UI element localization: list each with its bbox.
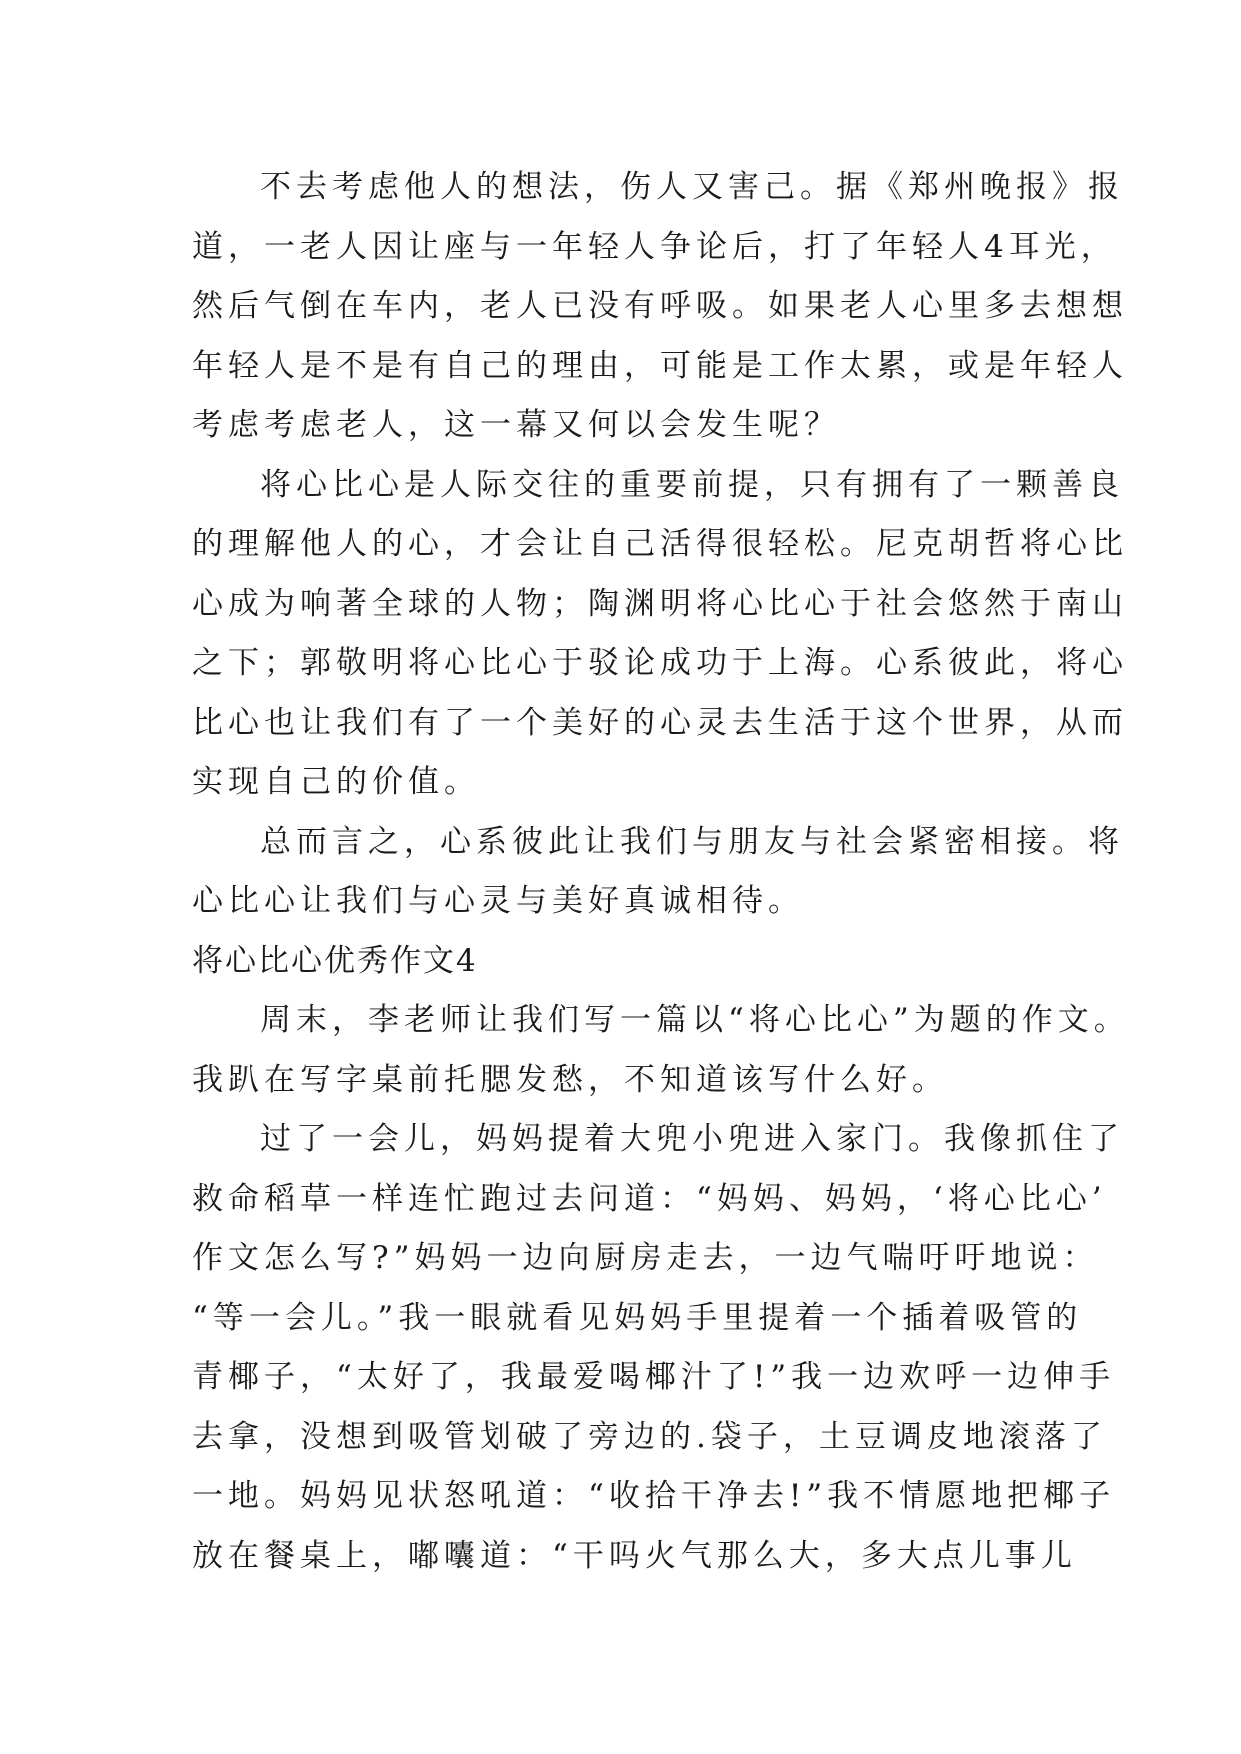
text-line: 去拿，没想到吸管划破了旁边的.袋子，土豆调皮地滚落了	[192, 1418, 1107, 1455]
text-line: 考虑考虑老人，这一幕又何以会发生呢？	[192, 407, 840, 443]
section-heading: 将心比心优秀作文4	[192, 942, 478, 979]
text-line: 将心比心是人际交往的重要前提，只有拥有了一颗善良	[260, 466, 1124, 503]
text-line: 放在餐桌上，嘟囔道：“干吗火气那么大，多大点儿事儿	[192, 1537, 1077, 1574]
text-line: 比心也让我们有了一个美好的心灵去生活于这个世界，从而	[192, 704, 1128, 741]
text-line: 作文怎么写?”妈妈一边向厨房走去，一边气喘吁吁地说：	[192, 1240, 1099, 1276]
text-line: 一地。妈妈见状怒吼道：“收拾干净去!”我不情愿地把椰子	[192, 1478, 1116, 1514]
text-line: 实现自己的价值。	[192, 764, 480, 800]
text-line: 我趴在写字桌前托腮发愁，不知道该写什么好。	[192, 1061, 948, 1098]
text-line: 道，一老人因让座与一年轻人争论后，打了年轻人4耳光，	[192, 228, 1117, 265]
text-line: 过了一会儿，妈妈提着大兜小兜进入家门。我像抓住了	[260, 1121, 1124, 1157]
document-page	[192, 158, 1130, 1586]
text-line: 之下；郭敬明将心比心于驳论成功于上海。心系彼此，将心	[192, 645, 1128, 681]
paragraph	[192, 456, 1128, 813]
text-line: 青椰子，“太好了，我最爱喝椰汁了!”我一边欢呼一边伸手	[192, 1359, 1116, 1395]
text-line: 不去考虑他人的想法，伤人又害己。据《郑州晚报》报	[260, 169, 1124, 205]
paragraph	[192, 813, 1124, 932]
text-line: 然后气倒在车内，老人已没有呼吸。如果老人心里多去想想	[192, 288, 1128, 324]
text-line: 救命稻草一样连忙跑过去问道：“妈妈、妈妈，‘将心比心’	[192, 1180, 1107, 1217]
paragraph	[192, 1110, 1124, 1586]
text-line: 总而言之，心系彼此让我们与朋友与社会紧密相接。将	[260, 823, 1124, 860]
text-line: 的理解他人的心，才会让自己活得很轻松。尼克胡哲将心比	[192, 526, 1128, 562]
paragraph	[192, 991, 1130, 1110]
text-line: 心比心让我们与心灵与美好真诚相待。	[192, 883, 804, 919]
text-line: 年轻人是不是有自己的理由，可能是工作太累，或是年轻人	[192, 347, 1128, 384]
text-line: “等一会儿。”我一眼就看见妈妈手里提着一个插着吸管的	[192, 1299, 1083, 1336]
paragraph	[192, 158, 1128, 456]
text-line: 周末，李老师让我们写一篇以“将心比心”为题的作文。	[260, 1002, 1130, 1038]
text-line: 心成为响著全球的人物；陶渊明将心比心于社会悠然于南山	[192, 585, 1128, 622]
